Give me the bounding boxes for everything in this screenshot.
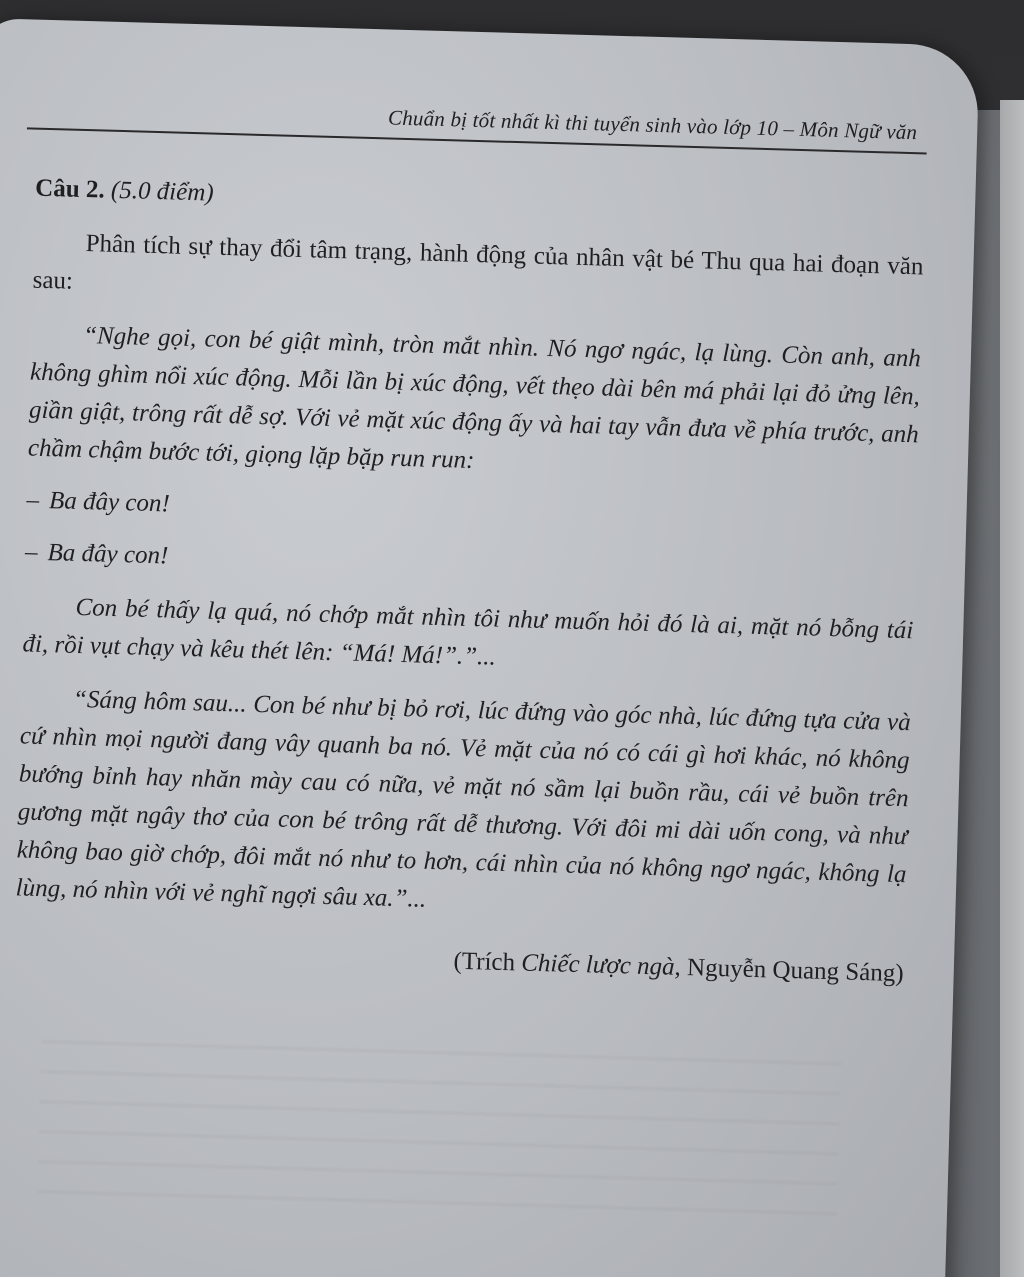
question-heading xyxy=(35,174,925,229)
book-page xyxy=(0,18,980,1277)
source-work-title: Chiếc lược ngà xyxy=(520,949,676,981)
source-prefix: (Trích xyxy=(453,947,522,977)
dialogue-line-1 xyxy=(26,481,917,544)
dialogue-dash-2: – xyxy=(24,538,38,566)
running-title: Chuẩn bị tốt nhất kì thi tuyển sinh vào lớp 10 – Môn Ngữ văn xyxy=(387,105,918,145)
source-citation xyxy=(14,933,905,990)
underlying-page-edge xyxy=(1000,100,1024,1277)
excerpt2-paragraph: “Sáng hôm sau... Con bé như bị bỏ rơi, lúc đứng vào góc nhà, lúc đứng tựa cửa và cứ nhìn mọi người đang vây quanh ba nó. Vẻ mặt của nó có cái gì hơi khác, nó không bướng bỉnh hay nhăn mày cau có nữa, vẻ mặt nó sầm lại buồn rầu, cái vẻ buồn trên gương mặt ngây thơ của con bé trông rất dễ thương. Với đôi mi dài uốn cong, và như không bao giờ chớp, đôi mắt nó như to hơn, cái nhìn của nó không ngơ ngác, không lạ lùng, nó nhìn với vẻ nghĩ ngợi sâu xa.”... xyxy=(15,685,912,913)
dialogue-dash-1: – xyxy=(26,486,40,514)
dialogue-text-1: Ba đây con! xyxy=(48,487,171,518)
source-suffix: , Nguyễn Quang Sáng) xyxy=(674,953,905,988)
excerpt1-paragraph2: Con bé thấy lạ quá, nó chớp mắt nhìn tôi như muốn hỏi đó là ai, mặt nó bỗng tái đi, rồi vụt chạy và kêu thét lên: “Má! Má!”.”... xyxy=(22,593,914,671)
page-content xyxy=(14,90,928,991)
show-through-text xyxy=(36,1040,841,1242)
dialogue-text-2: Ba đây con! xyxy=(47,539,169,570)
excerpt1-paragraph1: “Nghe gọi, con bé giật mình, tròn mắt nhìn. Nó ngơ ngác, lạ lùng. Còn anh, anh không ghìm nổi xúc động. Mỗi lần bị xúc động, vết thẹo dài bên má phải lại đỏ ửng lên, giần giật, trông rất dễ sợ. Với vẻ mặt xúc động ấy và hai tay vẫn đưa về phía trước, anh chầm chậm bước tới, giọng lặp bặp run run: xyxy=(27,322,922,474)
question-label: Câu 2. xyxy=(34,174,106,204)
page-header xyxy=(37,90,928,159)
dialogue-line-2 xyxy=(25,533,916,596)
question-points: (5.0 điểm) xyxy=(110,176,215,207)
question-prompt: Phân tích sự thay đổi tâm trạng, hành động của nhân vật bé Thu qua hai đoạn văn sau: xyxy=(32,230,924,295)
